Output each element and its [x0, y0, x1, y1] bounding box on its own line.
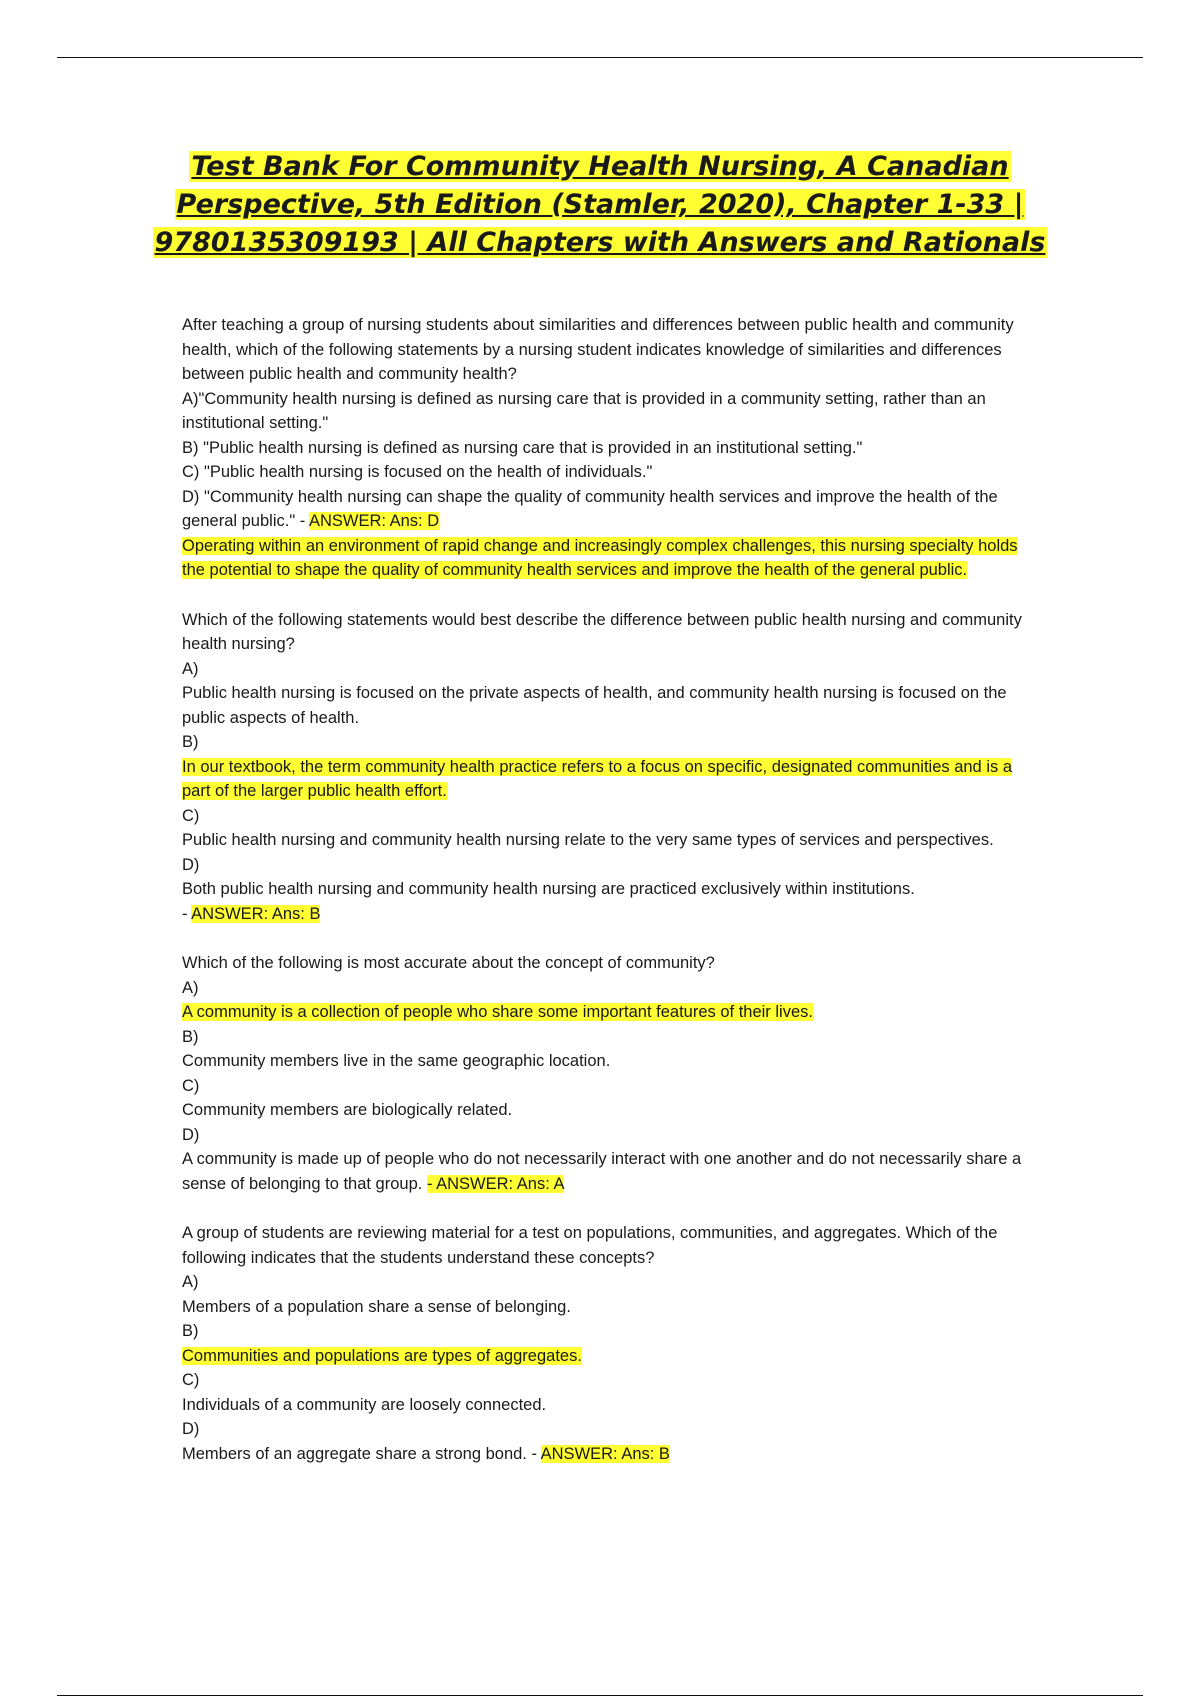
correct-option-highlight: A community is a collection of people who share some important features of their lives. [182, 1003, 813, 1021]
answer-key: - ANSWER: Ans: A [426, 1174, 565, 1193]
option-d [182, 485, 1027, 534]
option-b-text: Community members live in the same geographic location. [182, 1052, 611, 1070]
answer-key: ANSWER: Ans: B [191, 904, 321, 923]
question-stem: After teaching a group of nursing students about similarities and differences between public health and community health, which of the following statements by a nursing student indicates knowledge of similarities and differences between public health and community health? [182, 316, 1014, 383]
option-d-body: Members of an aggregate share a strong bond. - [182, 1444, 541, 1463]
option-c-text: Individuals of a community are loosely connected. [182, 1395, 547, 1414]
header-rule [57, 57, 1143, 58]
option-d-body: A community is made up of people who do not necessarily interact with one another and do not necessarily share a sense of belonging to that group. [182, 1150, 1022, 1193]
option-c-label: C) [182, 806, 200, 825]
option-b-label: B) [182, 1027, 199, 1046]
option-d-label: D) [182, 1125, 200, 1144]
option-a-text: Public health nursing is focused on the private aspects of health, and community health nursing is focused on the public aspects of health. [182, 684, 1007, 727]
option-d-text: Both public health nursing and community health nursing are practiced exclusively within institutions. [182, 880, 915, 898]
question-stem: A group of students are reviewing material for a test on populations, communities, and aggregates. Which of the following indicates that the students understand these concepts? [182, 1224, 998, 1267]
option-b-text [182, 755, 1027, 804]
rationale-text: Operating within an environment of rapid change and increasingly complex challenges, this nursing specialty holds the potential to shape the quality of community health services and improve the health of the general public. [182, 536, 1018, 579]
answer-key: ANSWER: Ans: D [308, 512, 440, 530]
option-c: C) "Public health nursing is focused on the health of individuals." [182, 463, 653, 481]
footer-rule [57, 1695, 1143, 1696]
option-b-text [182, 1344, 1027, 1369]
question-stem: Which of the following statements would best describe the difference between public health nursing and community health nursing? [182, 610, 1022, 653]
question-1 [182, 313, 1027, 583]
option-c-label: C) [182, 1371, 200, 1389]
option-b: B) "Public health nursing is defined as nursing care that is provided in an institutional setting." [182, 438, 863, 457]
option-b-label: B) [182, 733, 199, 751]
option-a-label: A) [182, 1273, 199, 1291]
document-title [150, 148, 1050, 262]
question-stem: Which of the following is most accurate about the concept of community? [182, 954, 715, 972]
title-highlight: Test Bank For Community Health Nursing, A Canadian Perspective, 5th Edition (Stamler, 2020), Chapter 1-33 | 9780135309193 | All Chapters with Answers and Rationals [154, 151, 1046, 258]
option-c-label: C) [182, 1076, 200, 1095]
option-a-text: Members of a population share a sense of belonging. [182, 1297, 571, 1316]
option-a-label: A) [182, 659, 199, 678]
option-a: A)"Community health nursing is defined as nursing care that is provided in a community setting, rather than an institutional setting." [182, 389, 986, 432]
option-c-text: Community members are biologically related. [182, 1101, 513, 1119]
option-d-text: D) "Community health nursing can shape the quality of community health services and improve the health of the general public." - [182, 487, 998, 530]
document-body [182, 313, 1027, 1491]
question-3 [182, 951, 1027, 1196]
answer-key: ANSWER: Ans: B [540, 1444, 670, 1463]
answer-line [182, 902, 1027, 927]
rationale [182, 534, 1027, 583]
option-a-label: A) [182, 978, 199, 997]
correct-option-highlight: Communities and populations are types of aggregates. [182, 1346, 582, 1365]
option-c-text: Public health nursing and community health nursing relate to the very same types of services and perspectives. [182, 831, 994, 849]
option-d-label: D) [182, 1420, 200, 1438]
answer-prefix: - [182, 904, 192, 923]
option-d-text [182, 1147, 1027, 1196]
option-b-label: B) [182, 1322, 199, 1340]
option-a-text [182, 1000, 1027, 1025]
option-d-label: D) [182, 855, 200, 874]
option-d-text [182, 1442, 1027, 1467]
question-4 [182, 1221, 1027, 1466]
question-2 [182, 608, 1027, 927]
correct-option-highlight: In our textbook, the term community health practice refers to a focus on specific, designated communities and is a part of the larger public health effort. [182, 757, 1012, 800]
